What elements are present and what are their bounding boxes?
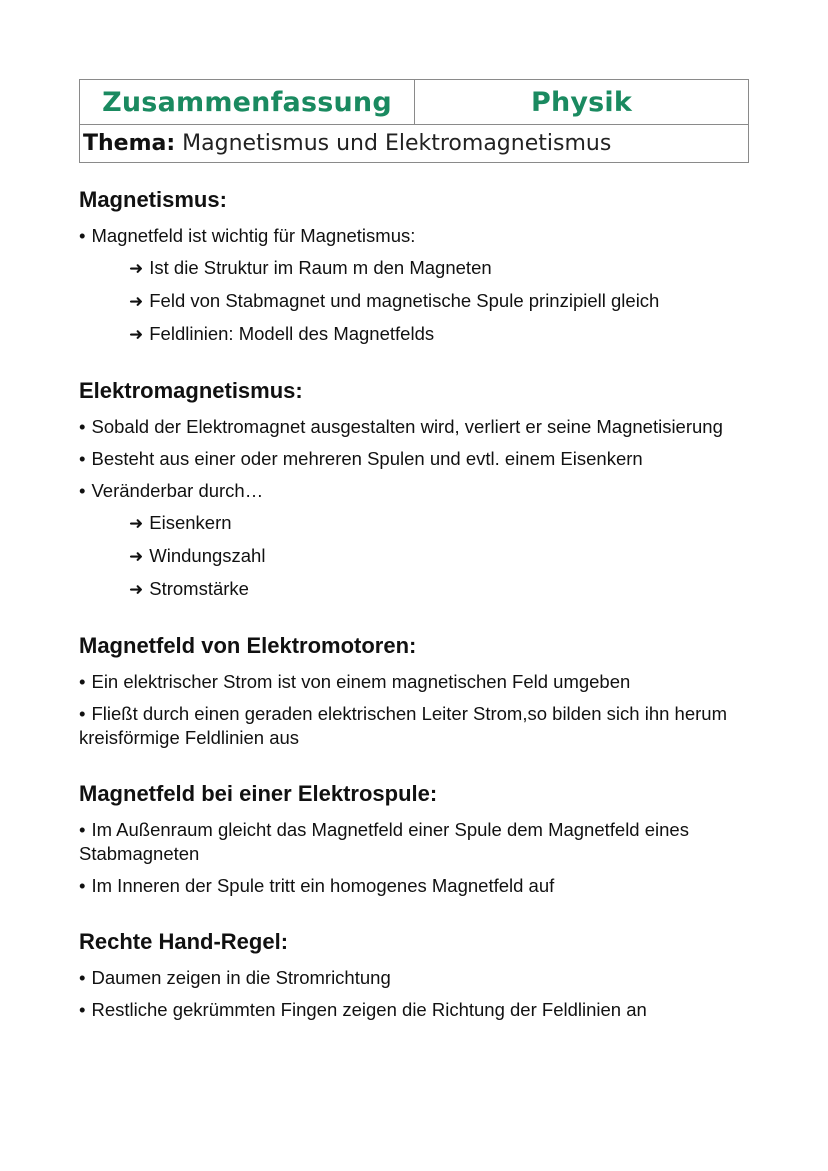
bullet-symbol: • (79, 875, 86, 896)
notes-content (79, 186, 759, 1052)
section-magnetismus (79, 186, 759, 347)
bullet-text: Im Außenraum gleicht das Magnetfeld einer Spule dem Magnetfeld eines Stabmagneten (79, 819, 689, 864)
bullet-item (79, 702, 759, 750)
bullet-item (79, 818, 759, 866)
bullet-symbol: • (79, 703, 86, 724)
bullet-text: Ein elektrischer Strom ist von einem magnetischen Feld umgeben (91, 671, 631, 692)
bullet-text: Im Inneren der Spule tritt ein homogenes Magnetfeld auf (91, 875, 555, 896)
bullet-text: Veränderbar durch… (91, 480, 264, 501)
arrow-item (129, 289, 759, 314)
arrow-text: Stromstärke (149, 578, 249, 599)
bullet-text: Fließt durch einen geraden elektrischen Leiter Strom,so bilden sich ihn herum kreisförmige Feldlinien aus (79, 703, 727, 748)
arrow-text: Feld von Stabmagnet und magnetische Spule prinzipiell gleich (149, 290, 660, 311)
arrow-item (129, 322, 759, 347)
bullet-symbol: • (79, 225, 86, 246)
bullet-text: Sobald der Elektromagnet ausgestalten wird, verliert er seine Magnetisierung (91, 416, 723, 437)
bullet-symbol: • (79, 480, 86, 501)
bullet-text: Daumen zeigen in die Stromrichtung (91, 967, 391, 988)
bullet-text: Besteht aus einer oder mehreren Spulen und evtl. einem Eisenkern (91, 448, 643, 469)
section-title: Elektromagnetismus: (79, 378, 303, 403)
section-title: Rechte Hand-Regel: (79, 929, 289, 954)
bullet-symbol: • (79, 999, 86, 1020)
bullet-item (79, 447, 759, 471)
arrow-text: Ist die Struktur im Raum m den Magneten (149, 257, 492, 278)
bullet-item (79, 966, 759, 990)
bullet-text: Restliche gekrümmten Fingen zeigen die Richtung der Feldlinien an (91, 999, 647, 1020)
section-title: Magnetfeld bei einer Elektrospule: (79, 781, 438, 806)
arrow-text: Feldlinien: Modell des Magnetfelds (149, 323, 435, 344)
arrow-right-icon: ➜ (129, 292, 144, 312)
subject-title: Physik (415, 80, 749, 125)
bullet-symbol: • (79, 671, 86, 692)
topic-label: Thema: (83, 131, 176, 156)
bullet-symbol: • (79, 967, 86, 988)
section-elektrospule (79, 780, 759, 898)
bullet-item (79, 998, 759, 1022)
arrow-item (129, 577, 759, 602)
summary-title: Zusammenfassung (80, 80, 415, 125)
arrow-right-icon: ➜ (129, 547, 144, 567)
arrow-text: Windungszahl (149, 545, 266, 566)
arrow-right-icon: ➜ (129, 259, 144, 279)
bullet-symbol: • (79, 448, 86, 469)
arrow-item (129, 256, 759, 281)
section-title: Magnetismus: (79, 187, 227, 212)
section-rechte-hand-regel (79, 928, 759, 1022)
section-title: Magnetfeld von Elektromotoren: (79, 633, 417, 658)
section-elektromotoren (79, 632, 759, 750)
arrow-right-icon: ➜ (129, 325, 144, 345)
bullet-item (79, 479, 759, 503)
bullet-item (79, 224, 759, 248)
arrow-item (129, 511, 759, 536)
bullet-symbol: • (79, 819, 86, 840)
header-table (79, 79, 749, 163)
arrow-text: Eisenkern (149, 512, 232, 533)
arrow-right-icon: ➜ (129, 580, 144, 600)
bullet-text: Magnetfeld ist wichtig für Magnetismus: (91, 225, 416, 246)
topic-row (80, 125, 749, 163)
bullet-item (79, 874, 759, 898)
bullet-item (79, 415, 759, 439)
topic-value: Magnetismus und Elektromagnetismus (182, 131, 612, 156)
arrow-right-icon: ➜ (129, 514, 144, 534)
section-elektromagnetismus (79, 377, 759, 602)
bullet-symbol: • (79, 416, 86, 437)
arrow-item (129, 544, 759, 569)
bullet-item (79, 670, 759, 694)
